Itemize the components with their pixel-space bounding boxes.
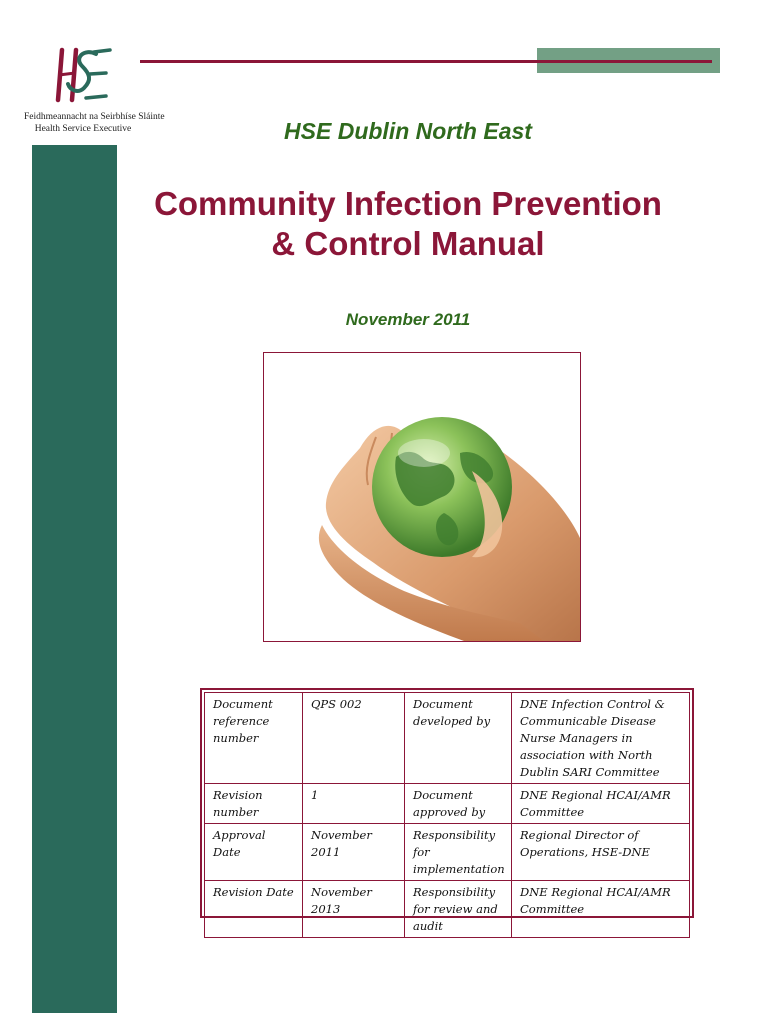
logo-irish-name: Feidhmeannacht na Seirbhíse Sláinte <box>24 112 165 122</box>
table-cell: Document reference number <box>205 693 303 784</box>
table-cell: Regional Director of Operations, HSE-DNE <box>512 824 690 881</box>
table-row <box>205 784 690 824</box>
table-cell: Approval Date <box>205 824 303 881</box>
title-line-2: & Control Manual <box>271 225 545 262</box>
document-control-grid <box>204 692 690 938</box>
table-cell: Document developed by <box>405 693 512 784</box>
document-control-table <box>200 688 694 933</box>
page-title <box>130 184 686 264</box>
side-bar <box>32 145 117 1013</box>
header-rule-overlay <box>537 60 712 63</box>
table-row <box>205 824 690 881</box>
table-cell: QPS 002 <box>303 693 405 784</box>
table-cell: 1 <box>303 784 405 824</box>
table-cell: November 2013 <box>303 881 405 938</box>
cover-photo <box>263 352 581 642</box>
table-cell: Revision number <box>205 784 303 824</box>
table-cell: Responsibility for review and audit <box>405 881 512 938</box>
table-cell: DNE Regional HCAI/AMR Committee <box>512 784 690 824</box>
table-cell: Document approved by <box>405 784 512 824</box>
page-subtitle: HSE Dublin North East <box>284 118 532 144</box>
table-cell: Revision Date <box>205 881 303 938</box>
hse-logo-mark-icon <box>52 44 114 108</box>
table-cell: DNE Infection Control & Communicable Disease Nurse Managers in association with North Dublin SARI Committee <box>512 693 690 784</box>
logo-english-name: Health Service Executive <box>34 124 132 134</box>
publication-date: November 2011 <box>345 310 471 329</box>
table-cell: DNE Regional HCAI/AMR Committee <box>512 881 690 938</box>
table-cell: November 2011 <box>303 824 405 881</box>
title-line-1: Community Infection Prevention <box>154 185 662 222</box>
table-row <box>205 693 690 784</box>
hse-logo <box>24 44 165 140</box>
table-cell: Responsibility for implementation <box>405 824 512 881</box>
hands-holding-globe-icon <box>264 353 580 641</box>
table-row <box>205 881 690 938</box>
